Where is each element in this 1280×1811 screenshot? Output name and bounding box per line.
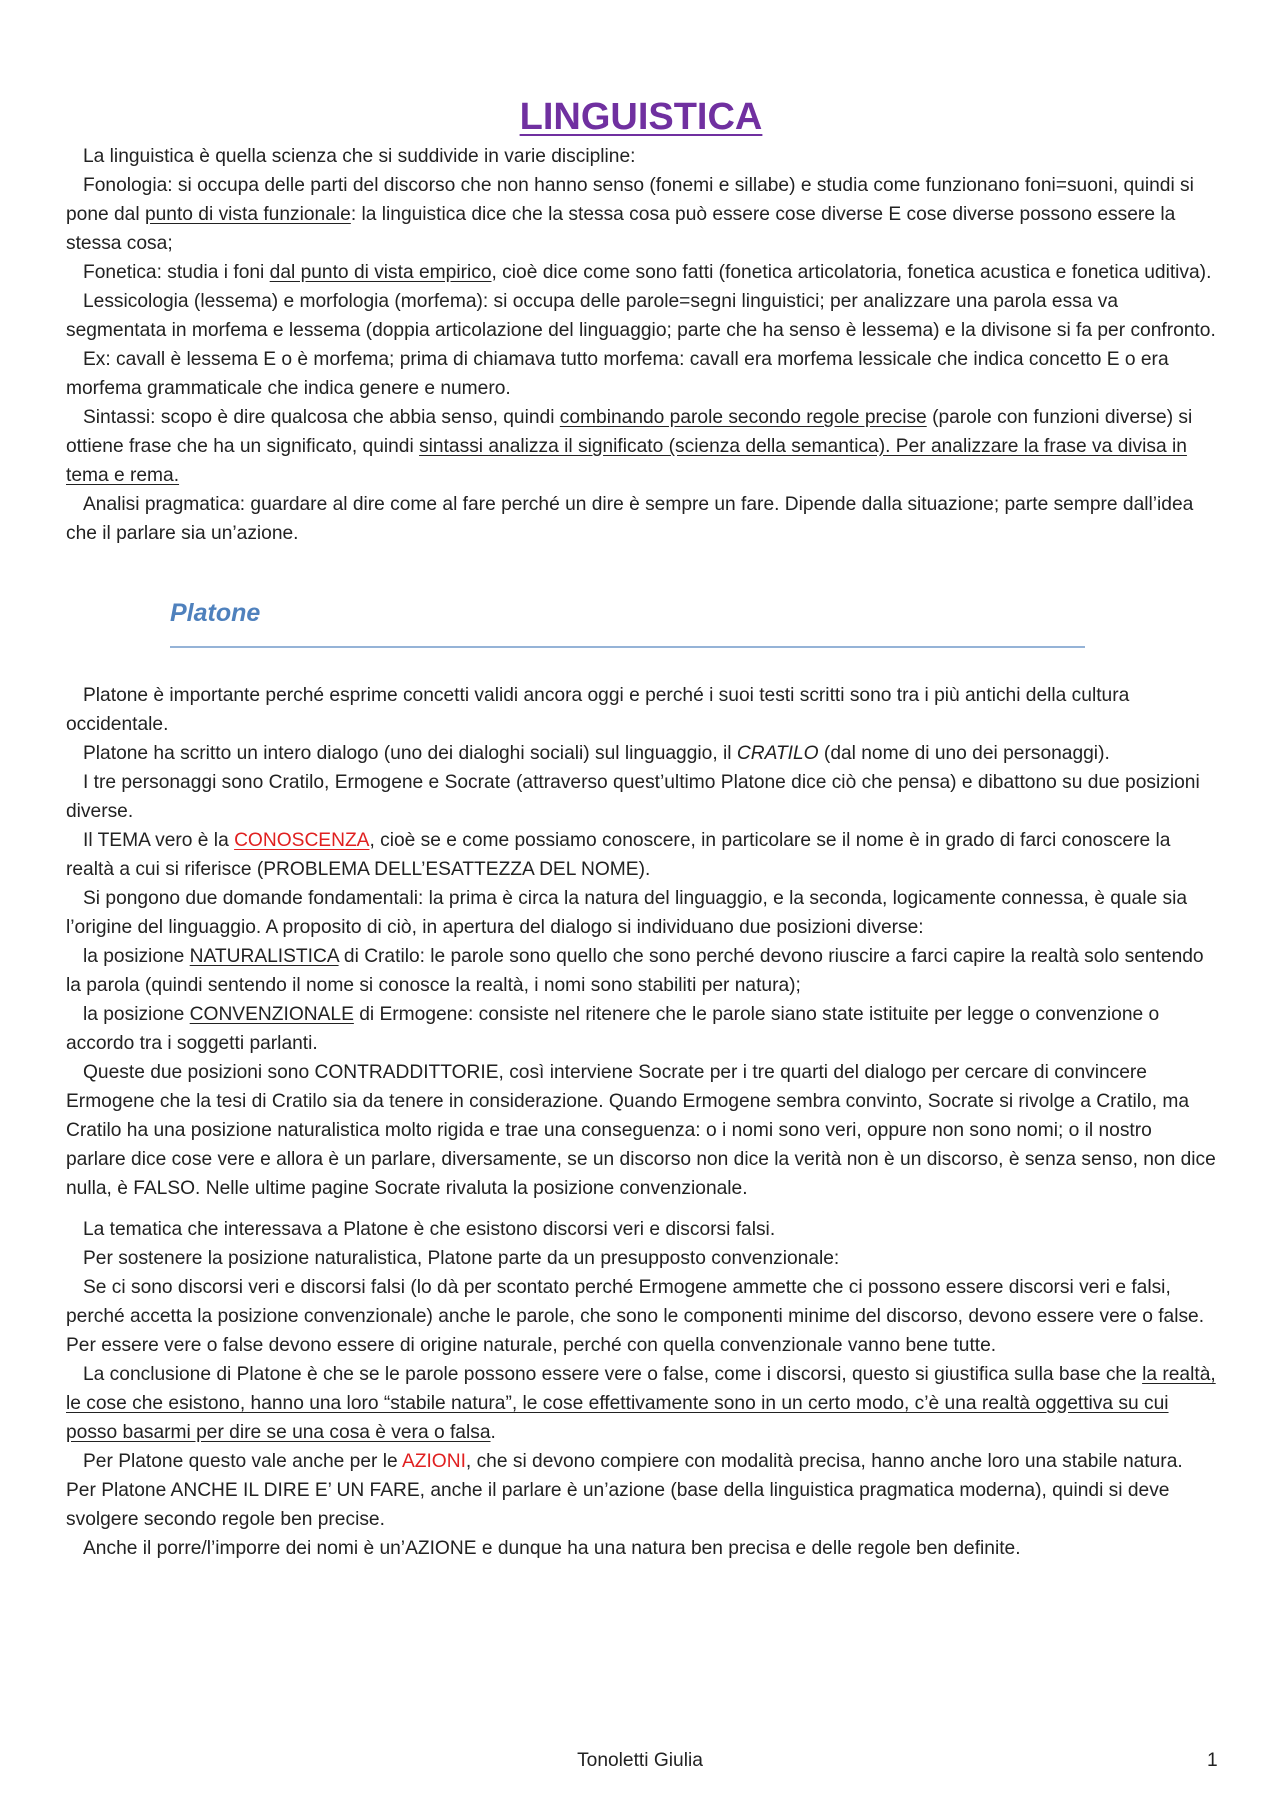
paragraph (66, 826, 1216, 884)
text-run: Se ci sono discorsi veri e discorsi falsi (lo dà per scontato perché Ermogene ammette che ci possono essere discorsi veri e falsi, perché accetta la posizione convenzionale) anche le parole, che sono le componenti minime del discorso, devono essere vere o false. Per essere vere o false devono essere di origine naturale, perché con quella convenzionale vanno bene tutte. (66, 1277, 1205, 1356)
platone-heading-block (170, 596, 1085, 648)
document-title: LINGUISTICA (519, 96, 763, 138)
paragraph (66, 490, 1216, 548)
text-run: Per Platone questo vale anche per le (83, 1451, 402, 1472)
section-heading: Platone (170, 599, 261, 627)
emphasis-text: combinando parole secondo regole precise (559, 407, 927, 428)
page-number: 1 (1207, 1750, 1218, 1771)
text-run: . (490, 1422, 496, 1443)
text-run: Per sostenere la posizione naturalistica, Platone parte da un presupposto convenzionale: (83, 1248, 840, 1269)
text-run: di Cratilo: le parole sono quello che sono perché devono riuscire a farci capire la realtà solo sentendo la parola (quindi sentendo il nome si conosce la realtà, i nomi sono stabiliti per natura); (66, 946, 1204, 996)
text-run: Il TEMA vero è la (83, 830, 235, 851)
emphasis-text: CRATILO (736, 743, 819, 764)
text-run: La conclusione di Platone è che se le parole possono essere vere o false, come i discorsi, questo si giustifica sulla base che (83, 1364, 1143, 1385)
emphasis-text: sintassi analizza il significato (scienza della semantica). Per analizzare la frase va divisa in tema e rema. (66, 436, 1187, 486)
text-run: Ex: cavall è lessema E o è morfema; prima di chiamava tutto morfema: cavall era morfema lessicale che indica concetto E o era morfema grammaticale che indica genere e numero. (66, 349, 1169, 399)
document-page (66, 92, 1216, 1563)
paragraph (66, 681, 1216, 739)
emphasis-text: dal punto di vista empirico (269, 262, 492, 283)
text-run: Anche il porre/l’imporre dei nomi è un’AZIONE e dunque ha una natura ben precisa e delle regole ben definite. (83, 1538, 1021, 1559)
text-run: La tematica che interessava a Platone è che esistono discorsi veri e discorsi falsi. (83, 1219, 776, 1240)
text-run: Si pongono due domande fondamentali: la prima è circa la natura del linguaggio, e la seconda, logicamente connessa, è quale sia l’origine del linguaggio. A proposito di ciò, in apertura del dialogo si individuano due posizioni diverse: (66, 888, 1188, 938)
paragraph (66, 345, 1216, 403)
text-run: : la linguistica dice che la stessa cosa può essere cose diverse E cose diverse possono essere la stessa cosa; (66, 204, 1176, 254)
text-run: la posizione (83, 1004, 190, 1025)
paragraph (66, 1215, 1216, 1244)
platone-section-part-2 (66, 1215, 1216, 1563)
emphasis-text: CONOSCENZA (234, 830, 370, 851)
intro-section (66, 142, 1216, 548)
paragraph (66, 942, 1216, 1000)
text-run: Platone ha scritto un intero dialogo (uno dei dialoghi sociali) sul linguaggio, il (83, 743, 737, 764)
paragraph (66, 403, 1216, 490)
platone-section-part-1 (66, 681, 1216, 1203)
text-run: Lessicologia (lessema) e morfologia (morfema): si occupa delle parole=segni linguistici; per analizzare una parola essa va segmentata in morfema e lessema (doppia articolazione del linguaggio; parte che ha senso è lessema) e la divisone si fa per confronto. (66, 291, 1216, 341)
paragraph (66, 884, 1216, 942)
text-run: La linguistica è quella scienza che si suddivide in varie discipline: (83, 146, 636, 167)
emphasis-text: NATURALISTICA (189, 946, 339, 967)
text-run: di Ermogene: consiste nel ritenere che le parole siano state istituite per legge o convenzione o accordo tra i soggetti parlanti. (66, 1004, 1160, 1054)
text-run: Platone è importante perché esprime concetti validi ancora oggi e perché i suoi testi scritti sono tra i più antichi della cultura occidentale. (66, 685, 1130, 735)
paragraph (66, 171, 1216, 258)
text-run: , cioè dice come sono fatti (fonetica articolatoria, fonetica acustica e fonetica uditiva). (491, 262, 1212, 283)
text-run: Fonologia: si occupa delle parti del discorso che non hanno senso (fonemi e sillabe) e studia come funzionano foni=suoni, quindi si pone dal (66, 175, 1194, 225)
heading-divider (170, 646, 1085, 648)
paragraph (66, 1000, 1216, 1058)
paragraph (66, 1360, 1216, 1447)
emphasis-text: la realtà, le cose che esistono, hanno una loro “stabile natura”, le cose effettivamente sono in un certo modo, c’è una realtà oggettiva su cui posso basarmi per dire se una cosa è vera o falsa (66, 1364, 1216, 1443)
text-run: , che si devono compiere con modalità precisa, hanno anche loro una stabile natura. Per Platone ANCHE IL DIRE E’ UN FARE, anche il parlare è un’azione (base della linguistica pragmatica moderna), quindi si deve svolgere secondo regole ben precise. (66, 1451, 1183, 1530)
paragraph (66, 1244, 1216, 1273)
emphasis-text: AZIONI (401, 1451, 466, 1472)
text-run: Sintassi: scopo è dire qualcosa che abbia senso, quindi (83, 407, 560, 428)
text-run: (parole con funzioni diverse) si ottiene frase che ha un significato, quindi (66, 407, 1193, 457)
emphasis-text: CONVENZIONALE (189, 1004, 354, 1025)
paragraph (66, 258, 1216, 287)
text-run: I tre personaggi sono Cratilo, Ermogene e Socrate (attraverso quest’ultimo Platone dice ciò che pensa) e dibattono su due posizioni diverse. (66, 772, 1200, 822)
paragraph (66, 142, 1216, 171)
footer-author: Tonoletti Giulia (577, 1750, 703, 1771)
text-run: (dal nome di uno dei personaggi). (818, 743, 1110, 764)
paragraph (66, 739, 1216, 768)
text-run: la posizione (83, 946, 190, 967)
text-run: Analisi pragmatica: guardare al dire come al fare perché un dire è sempre un fare. Dipende dalla situazione; parte sempre dall’idea che il parlare sia un’azione. (66, 494, 1194, 544)
paragraph (66, 1447, 1216, 1534)
paragraph (66, 1058, 1216, 1203)
text-run: Fonetica: studia i foni (83, 262, 270, 283)
emphasis-text: punto di vista funzionale (144, 204, 351, 225)
text-run: , cioè se e come possiamo conoscere, in particolare se il nome è in grado di farci conoscere la realtà a cui si riferisce (PROBLEMA DELL’ESATTEZZA DEL NOME). (66, 830, 1171, 880)
paragraph (66, 1273, 1216, 1360)
paragraph (66, 287, 1216, 345)
paragraph (66, 1534, 1216, 1563)
paragraph (66, 768, 1216, 826)
text-run: Queste due posizioni sono CONTRADDITTORIE, così interviene Socrate per i tre quarti del dialogo per cercare di convincere Ermogene che la tesi di Cratilo sia da tenere in considerazione. Quando Ermogene sembra convinto, Socrate si rivolge a Cratilo, ma Cratilo ha una posizione naturalistica molto rigida e trae una conseguenza: o i nomi sono veri, oppure non sono nomi; o il nostro parlare dice cose vere e allora è un parlare, diversamente, se un discorso non dice la verità non è un discorso, è senza senso, non dice nulla, è FALSO. Nelle ultime pagine Socrate rivaluta la posizione convenzionale. (66, 1062, 1216, 1199)
